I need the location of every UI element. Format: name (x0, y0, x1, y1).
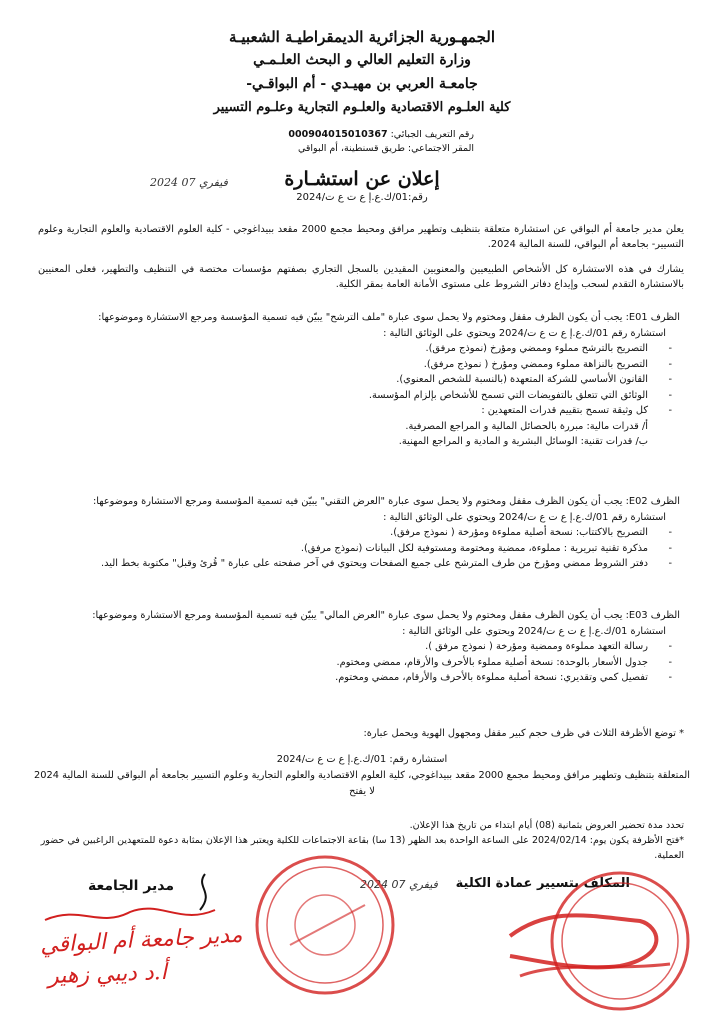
tax-id-line (288, 128, 474, 142)
handwritten-rector-title: مدير جامعة أم البواقي (39, 922, 244, 959)
tax-id-label: رقم التعريف الجبائي: (390, 129, 474, 140)
participation-paragraph: يشارك في هذه الاستشارة كل الأشخاص الطبيعيين والمعنويين المقيدين بالسجل التجاري بصفتهم مؤسسات مختصة في التنظيف والتطهير، فعلى المعنيين بالاستشارة التقدم لسحب وإيداع دفاتر الشروط على مستوى الأمانة العامة بمقر الكلية. (38, 264, 684, 290)
list-item: - القانون الأساسي للشركة المتعهدة (بالنسبة للشخص المعنوي). (40, 372, 648, 388)
ministry-header: وزارة التعليم العالي و البحث العلـمـي (253, 52, 471, 68)
closing-do-not-open: لا يفتح (349, 786, 375, 797)
announcement-title: إعلان عن استشـارة (284, 168, 440, 190)
list-item: - جدول الأسعار بالوحدة: نسخة أصلية مملوء بالأحرف والأرقام، ممضي ومختوم. (40, 655, 648, 671)
date-stamp-top: 2024 فيفري 07 (150, 176, 228, 189)
handwritten-rector-name: أ.د ديبي زهير (47, 959, 168, 990)
envelope-note: * توضع الأظرفة الثلاث في ظرف حجم كبير مقفل ومجهول الهوية ويحمل عبارة: (363, 728, 684, 739)
address-line (288, 142, 474, 156)
identification-block (288, 128, 474, 156)
list-item: - التصريح بالنزاهة مملوء وممضي ومؤرخ ( نموذج مرفق). (40, 357, 648, 373)
list-item: - كل وثيقة تسمح بتقييم قدرات المتعهدين : (40, 403, 648, 419)
closing-block (0, 752, 724, 800)
opening-date: *فتح الأظرفة يكون يوم: 2024/02/14 على الساعة الواحدة بعد الظهر (13 سا) بقاعة الاجتماعات للكلية ويعتبر هذا الإعلان بمثابة دعوة للمتعهدين الراغبين في حضور العملية. (40, 835, 684, 861)
envelope-e03-section (40, 608, 680, 686)
closing-subject: المتعلقة بتنظيف وتطهير مرافق ومحيط مجمع 2000 مقعد ببيداغوجي، كلية العلوم الاقتصادية والعلوم التجارية وعلوم التسيير بجامعة أم البواقي للسنة المالية 2024 (34, 770, 690, 781)
faculty-header: كلية العلـوم الاقتصادية والعلـوم التجارية وعلـوم التسيير (213, 100, 511, 115)
envelope-e01-section (40, 310, 680, 450)
envelope-e01-capacities (40, 419, 680, 450)
closing-reference: استشارة رقم: 01/ك.ع.إ ع ت ع ت/2024 (276, 754, 448, 765)
tax-id-value: 000904015010367 (288, 129, 388, 140)
envelope-e03-sub: استشارة 01/ك.ع.إ ع ت ع ت/2024 ويحتوي على الوثائق التالية : (402, 625, 666, 637)
list-item: - تفصيل كمي وتقديري: نسخة أصلية مملوءة بالأحرف والأرقام، ممضي ومختوم. (40, 670, 648, 686)
university-stamp-icon (250, 850, 400, 1000)
envelope-e01-sub: استشارة رقم 01/ك.ع.إ ع ت ع ت/2024 ويحتوي على الوثائق التالية : (383, 327, 666, 339)
envelope-e02-list (40, 525, 680, 572)
university-header: جامعـة العربي بن مهيـدي - أم البواقـي- (246, 76, 478, 92)
preparation-period: تحدد مدة تحضير العروض بثمانية (08) أيام ابتداء من تاريخ هذا الإعلان. (409, 820, 684, 831)
envelope-e01-list (40, 341, 680, 419)
faculty-stamp-icon (500, 866, 700, 1016)
envelope-e03-list (40, 639, 680, 686)
list-item: - رسالة التعهد مملوءة وممضية ومؤرخة ( نموذج مرفق ). (40, 639, 648, 655)
list-item: - التصريح بالاكتتاب: نسخة أصلية مملوءة ومؤرخة ( نموذج مرفق). (40, 525, 648, 541)
list-item: ب/ قدرات تقنية: الوسائل البشرية و المادية و المراجع المهنية. (398, 436, 648, 447)
address-value: طريق قسنطينة، أم البواقي (297, 143, 405, 154)
envelope-e03-lead: الظرف E03: يجب أن يكون الظرف مقفل ومختوم ولا يحمل سوى عبارة "العرض المالي" يبيّن فيه تسمية المؤسسة ومرجع الاستشارة وموضوعها: (92, 610, 680, 621)
envelope-e02-sub: استشارة رقم 01/ك.ع.إ ع ت ع ت/2024 ويحتوي على الوثائق التالية : (383, 511, 666, 523)
list-item: - دفتر الشروط ممضي ومؤرخ من طرف المترشح على جميع الصفحات ويحتوي في آخر صفحته على عبارة " قُرئ وقبل" مكتوبة بخط اليد. (40, 556, 648, 572)
dean-signature-title: المكلف بتسيير عمادة الكلية (455, 876, 630, 891)
envelope-e02-section (40, 494, 680, 572)
intro-paragraph: يعلن مدير جامعة أم البواقي عن استشارة متعلقة بتنظيف وتطهير مرافق ومحيط مجمع 2000 مقعد ببيداغوجي - كلية العلوم الاقتصادية والعلوم التجارية وعلوم التسيير- بجامعة أم البواقي، للسنة المالية 2024. (38, 224, 684, 250)
list-item: أ/ قدرات مالية: مبررة بالحصائل المالية و المراجع المصرفية. (405, 420, 648, 432)
envelope-e01-lead: الظرف E01: يجب أن يكون الظرف مقفل ومختوم ولا يحمل سوى عبارة "ملف الترشح" يبيّن فيه تسمية المؤسسة ومرجع الاستشارة وموضوعها: (98, 312, 680, 323)
date-stamp-bottom: 2024 فيفري 07 (360, 878, 438, 891)
announcement-reference: رقم:01/ك.ع.إ ع ت ع ت/2024 (296, 192, 428, 203)
list-item: - التصريح بالترشح مملوء وممضي ومؤرخ (نموذج مرفق). (40, 341, 648, 357)
list-item: - مذكرة تقنية تبريرية : مملوءة، ممضية ومختومة ومستوفية لكل البيانات (نموذج مرفق). (40, 541, 648, 557)
rector-signature-title: مدير الجامعة (88, 878, 175, 894)
list-item: - الوثائق التي تتعلق بالتفويضات التي تسمح للأشخاص بإلزام المؤسسة. (40, 388, 648, 404)
republic-header: الجمهـورية الجزائرية الديمقراطيـة الشعبيـة (228, 28, 496, 46)
envelope-e02-lead: الظرف E02: يجب أن يكون الظرف مقفل ومختوم ولا يحمل سوى عبارة "العرض التقني" يبيّن فيه تسمية المؤسسة ومرجع الاستشارة وموضوعها: (92, 496, 680, 507)
address-label: المقر الاجتماعي: (407, 143, 474, 154)
